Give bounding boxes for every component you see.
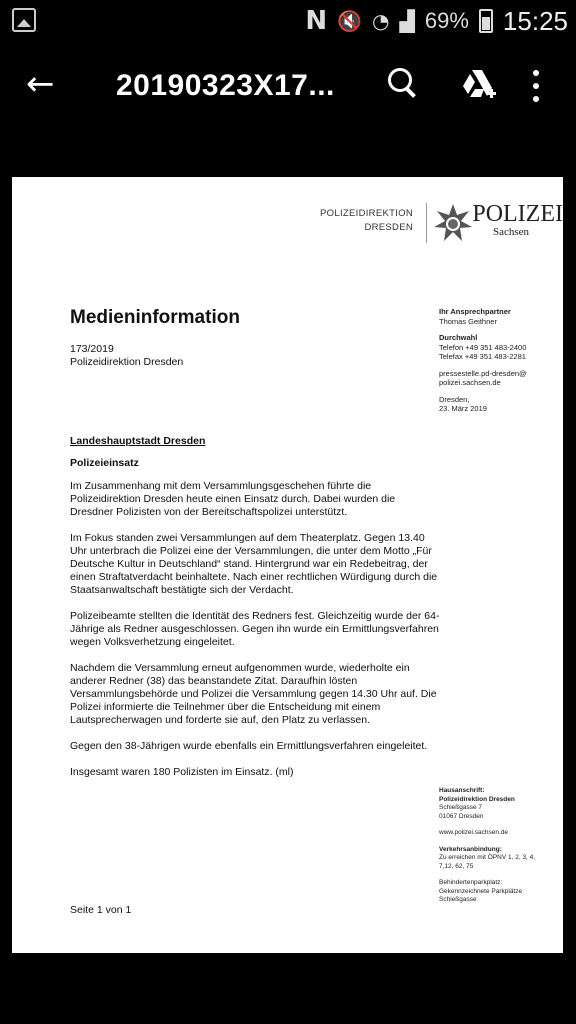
document-meta <box>70 343 183 369</box>
subject-title: Polizeieinsatz <box>70 457 139 469</box>
address-block: Hausanschrift: Polizeidirektion Dresden Schießgasse 7 01067 Dresden www.polizei.sachsen.de Verkehrsanbindung: Zu erreichen mit ÖPNV 1, 2, 3, 4, 7,12, 62, 75 Behindertenparkplatz: Gekennzeichnete Parkplätze Schießgasse <box>439 787 536 903</box>
paragraph: Gegen den 38-Jährigen wurde ebenfalls ein Ermittlungsverfahren eingeleitet. <box>70 740 428 752</box>
paragraph: Insgesamt waren 180 Polizisten im Einsatz. (ml) <box>70 766 294 778</box>
battery-percent: 69% <box>424 8 469 33</box>
logo-brand: POLIZEI <box>472 201 563 227</box>
paragraph: Im Zusammenhang mit dem Versammlungsgeschehen führte die Polizeidirektion Dresden heute einen Einsatz durch. Dabei wurden die Dresdner Polizisten von der Bereitschaftspolizei unterstützt. <box>70 480 396 518</box>
contact-email: pressestelle.pd-dresden@ <box>439 368 527 378</box>
document-heading: Medieninformation <box>70 307 240 328</box>
battery-icon <box>479 9 493 33</box>
nfc-icon: N <box>305 6 328 36</box>
police-logo <box>320 201 563 247</box>
police-star-icon <box>433 203 473 243</box>
clock: 15:25 <box>502 5 568 36</box>
viewer-background <box>0 953 576 1024</box>
document-page <box>12 177 563 953</box>
file-title: 20190323X17... <box>116 69 335 102</box>
back-arrow-icon[interactable]: ← <box>26 64 55 104</box>
wifi-icon: ◔ <box>372 9 390 33</box>
status-icons <box>305 6 568 36</box>
mute-icon: 🔇 <box>337 9 363 33</box>
document-body <box>70 435 440 779</box>
directorate-name: POLIZEIDIREKTION DRESDEN <box>320 208 413 233</box>
logo-sub: Sachsen <box>492 226 529 238</box>
section-title: Landeshauptstadt Dresden <box>70 435 206 447</box>
document-date: 23. März 2019 <box>439 404 487 413</box>
paragraph: Polizeibeamte stellten die Identität des Redners fest. Gleichzeitig wurde der 64-Jährige als Redner ausgeschlossen. Gegen ihn wurde ein Ermittlungsverfahren wegen Volksverhetzung eingeleitet. <box>70 610 440 648</box>
more-options-icon[interactable] <box>528 66 544 106</box>
app-bar <box>0 44 576 128</box>
logo-divider <box>426 203 427 243</box>
status-bar <box>0 0 576 44</box>
add-to-drive-icon[interactable] <box>460 68 496 102</box>
paragraph: Im Fokus standen zwei Versammlungen auf dem Theaterplatz. Gegen 13.40 Uhr unterbrach die Polizei eine der Versammlungen, die unter dem Motto „Für Deutsche Kultur in Deutschland“ stand. Hintergrund war ein Redebeitrag, der einen Straftatverdacht beinhaltete. Nach einer rechtlichen Würdigung durch die Staatsanwaltschaft bestätigte sich der Verdacht. <box>70 532 438 596</box>
paragraph: Nachdem die Versammlung erneut aufgenommen wurde, wiederholte ein anderer Redner (38) das beanstandete Zitat. Daraufhin lösten Versammlungsbehörde und Polizei die Versammlung gegen 14.30 Uhr auf. Die Polizei informierte die Teilnehmer über die Entscheidung mit einem Lautsprecherwagen und forderte sie auf, den Platz zu verlassen. <box>70 662 437 726</box>
contact-block: Ihr Ansprechpartner Thomas Geithner Durchwahl Telefon +49 351 483-2400 Telefax +49 351 483-2281 pressestelle.pd-dresden@ polizei.sachsen.de Dresden, 23. März 2019 <box>439 307 527 413</box>
gallery-notification-icon <box>12 8 36 32</box>
press-org: Polizeidirektion Dresden <box>70 356 184 368</box>
search-icon[interactable] <box>386 66 418 102</box>
signal-icon: ▟ <box>399 9 415 33</box>
press-number: 173/2019 <box>70 343 114 355</box>
page-number: Seite 1 von 1 <box>70 904 132 916</box>
